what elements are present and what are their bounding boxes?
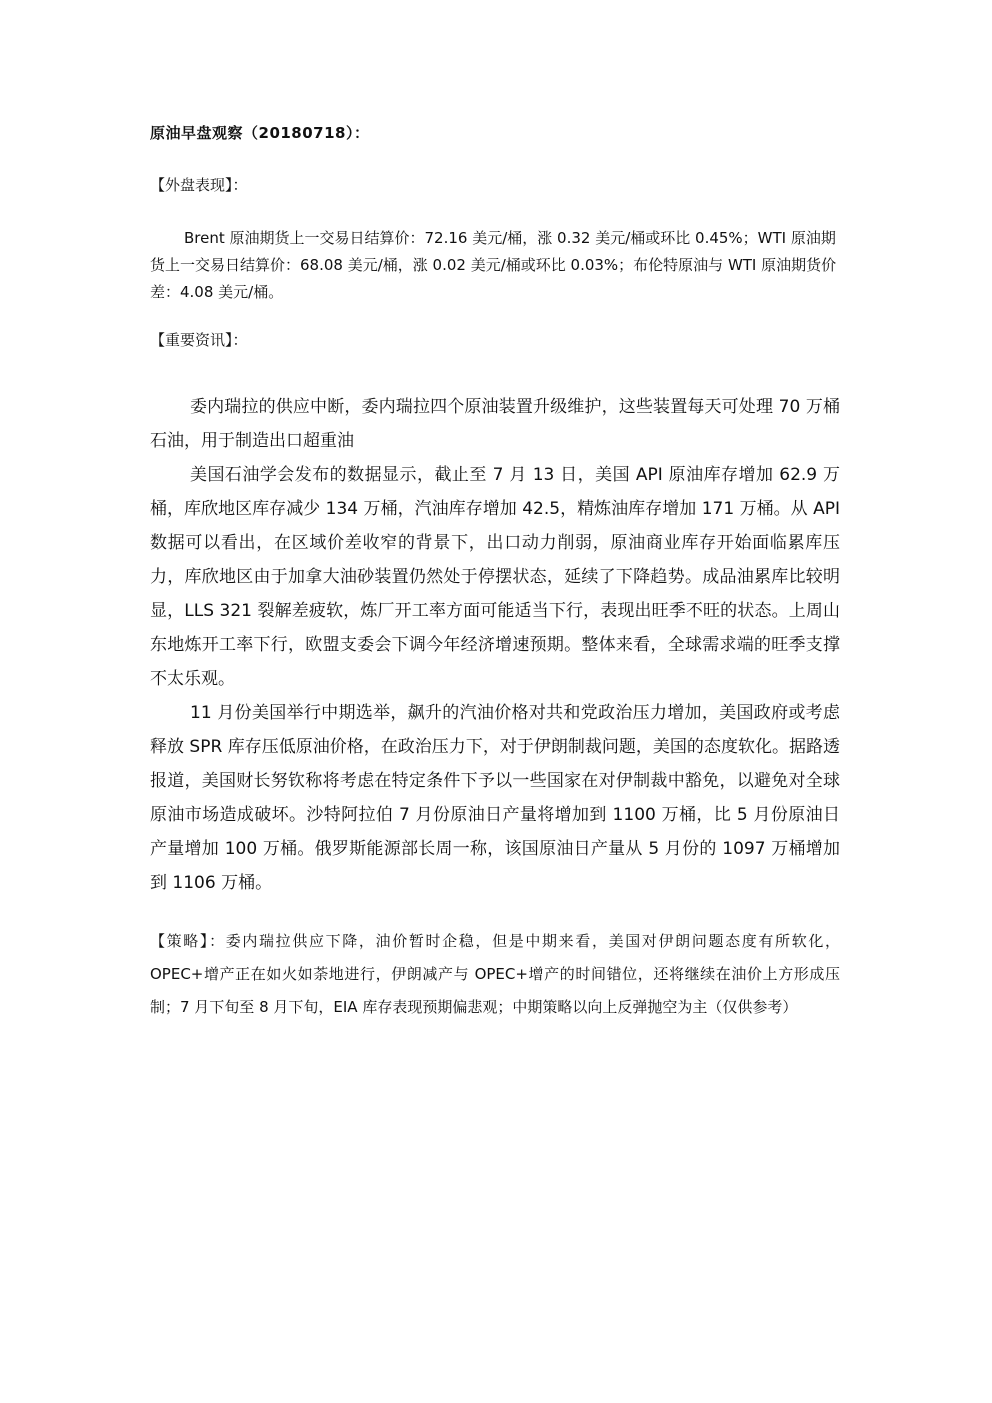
news-paragraph: 美国石油学会发布的数据显示，截止至 7 月 13 日，美国 API 原油库存增加 62.9 万桶，库欣地区库存减少 134 万桶，汽油库存增加 42.5，精炼油库存增加 171 万桶。从 API 数据可以看出，在区域价差收窄的背景下，出口动力削弱，原油商业库存开始面临累库压力，库欣地区由于加拿大油砂装置仍然处于停摆状态，延续了下降趋势。成品油累库比较明显，LLS 321 裂解差疲软，炼厂开工率方面可能适当下行，表现出旺季不旺的状态。上周山东地炼开工率下行，欧盟支委会下调今年经济增速预期。整体来看，全球需求端的旺季支撑不太乐观。 — [150, 465, 840, 689]
strategy-heading: 【策略】 — [150, 932, 210, 950]
strategy-text: ：委内瑞拉供应下降，油价暂时企稳，但是中期来看，美国对伊朗问题态度有所软化，OPEC+增产正在如火如荼地进行，伊朗减产与 OPEC+增产的时间错位，还将继续在油价上方形成压制；7 月下旬至 8 月下旬，EIA 库存表现预期偏悲观；中期策略以向上反弹抛空为主（仅供参考） — [150, 932, 840, 1016]
news-paragraph: 委内瑞拉的供应中断，委内瑞拉四个原油装置升级维护，这些装置每天可处理 70 万桶石油，用于制造出口超重油 — [150, 397, 840, 451]
market-performance-text: Brent 原油期货上一交易日结算价：72.16 美元/桶，涨 0.32 美元/桶或环比 0.45%；WTI 原油期货上一交易日结算价：68.08 美元/桶，涨 0.02 美元/桶或环比 0.03%；布伦特原油与 WTI 原油期货价差：4.08 美元/桶。 — [150, 229, 837, 301]
strategy-section — [150, 925, 840, 1024]
news-section-heading: 【重要资讯】： — [150, 331, 248, 349]
news-paragraph: 11 月份美国举行中期选举，飙升的汽油价格对共和党政治压力增加，美国政府或考虑释放 SPR 库存压低原油价格，在政治压力下，对于伊朗制裁问题，美国的态度软化。据路透报道，美国财长努钦称将考虑在特定条件下予以一些国家在对伊制裁中豁免，以避免对全球原油市场造成破坏。沙特阿拉伯 7 月份原油日产量将增加到 1100 万桶，比 5 月份原油日产量增加 100 万桶。俄罗斯能源部长周一称，该国原油日产量从 5 月份的 1097 万桶增加到 1106 万桶。 — [150, 703, 840, 893]
market-section-heading: 【外盘表现】： — [150, 176, 248, 194]
document-title: 原油早盘观察（20180718）： — [150, 124, 370, 142]
news-section-body — [150, 390, 840, 900]
